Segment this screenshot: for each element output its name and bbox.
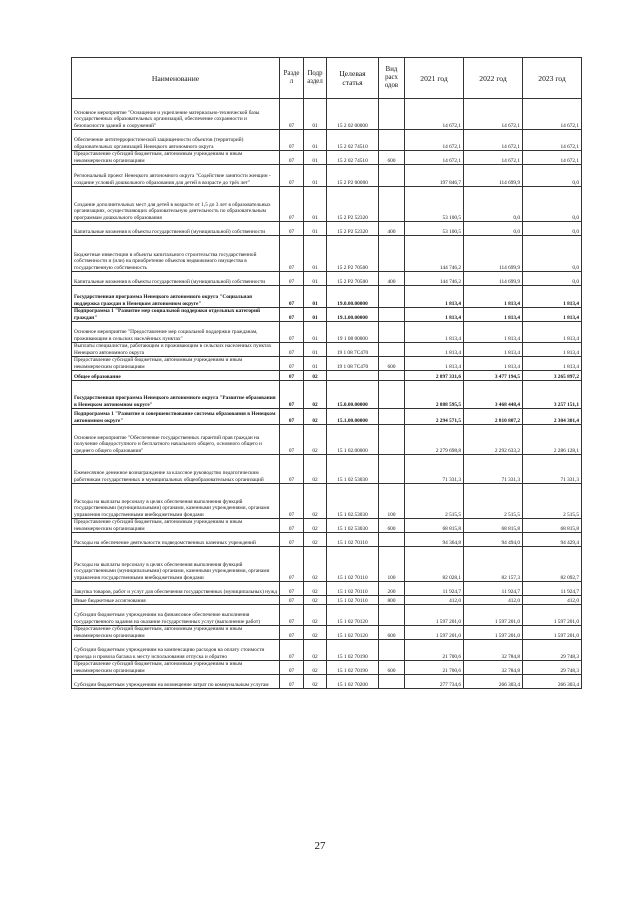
cell-podrazdel: 01 <box>304 236 327 272</box>
cell-2022: 3 477 194,5 <box>464 371 523 381</box>
cell-target: 15 1 02 70120 <box>327 605 379 626</box>
cell-2022: 0,0 <box>464 187 523 222</box>
cell-target: 15.0.00.00000 <box>327 381 379 409</box>
cell-2023: 2 286 128,1 <box>523 425 582 455</box>
cell-2023: 0,0 <box>523 236 582 272</box>
cell-target: 15 2 02 74510 <box>327 130 379 151</box>
table-row <box>72 547 582 582</box>
cell-razdel: 07 <box>280 381 304 409</box>
cell-2021: 21 700,6 <box>405 640 464 661</box>
col-header-2021: 2021 год <box>405 58 464 99</box>
cell-name: Предоставление субсидий бюджетным, автономным учреждениям и иным некоммерческим организациям <box>72 661 280 675</box>
cell-vid <box>379 381 405 409</box>
cell-razdel: 07 <box>280 322 304 343</box>
cell-podrazdel: 01 <box>304 308 327 322</box>
cell-name: Подпрограмма 1 "Развитие мер социальной поддержки отдельных категорий граждан" <box>72 308 280 322</box>
table-body <box>72 99 582 689</box>
cell-2023: 3 257 151,1 <box>523 381 582 409</box>
cell-vid: 100 <box>379 547 405 582</box>
cell-podrazdel: 01 <box>304 222 327 236</box>
cell-target: 15 2 P2 52320 <box>327 222 379 236</box>
cell-2022: 82 157,3 <box>464 547 523 582</box>
cell-2022: 94 494,0 <box>464 533 523 547</box>
table-row <box>72 675 582 689</box>
cell-2022: 14 672,1 <box>464 130 523 151</box>
cell-vid <box>379 187 405 222</box>
cell-razdel: 07 <box>280 409 304 425</box>
cell-2021: 53 100,5 <box>405 222 464 236</box>
cell-2021: 1 813,4 <box>405 322 464 343</box>
table-row <box>72 272 582 286</box>
cell-name: Предоставление субсидий бюджетным, автономным учреждениям и иным некоммерческим организациям <box>72 151 280 165</box>
cell-vid: 600 <box>379 661 405 675</box>
cell-2023: 14 672,1 <box>523 99 582 130</box>
cell-razdel: 07 <box>280 640 304 661</box>
table-row <box>72 222 582 236</box>
cell-2022: 1 813,4 <box>464 357 523 371</box>
cell-2023: 1 813,4 <box>523 357 582 371</box>
cell-podrazdel: 01 <box>304 272 327 286</box>
cell-razdel: 07 <box>280 357 304 371</box>
cell-vid: 600 <box>379 519 405 533</box>
cell-podrazdel: 02 <box>304 596 327 605</box>
table-row <box>72 286 582 308</box>
cell-2022: 1 813,4 <box>464 308 523 322</box>
table-row <box>72 357 582 371</box>
cell-razdel: 07 <box>280 425 304 455</box>
cell-2022: 114 699,9 <box>464 165 523 187</box>
cell-podrazdel: 02 <box>304 519 327 533</box>
cell-podrazdel: 01 <box>304 99 327 130</box>
cell-2021: 14 672,1 <box>405 99 464 130</box>
cell-2023: 1 813,4 <box>523 322 582 343</box>
cell-podrazdel: 02 <box>304 605 327 626</box>
cell-podrazdel: 02 <box>304 547 327 582</box>
cell-2021: 1 813,4 <box>405 357 464 371</box>
cell-2023: 14 672,1 <box>523 130 582 151</box>
cell-name: Расходы на выплаты персоналу в целях обеспечения выполнения функций государственными (муниципальными) органами, казенными учреждениями, органами управления государственными внебюджетными фондами <box>72 547 280 582</box>
cell-2021: 144 746,2 <box>405 272 464 286</box>
cell-2021: 14 672,1 <box>405 151 464 165</box>
table-row <box>72 626 582 640</box>
table-row <box>72 596 582 605</box>
cell-podrazdel: 02 <box>304 484 327 519</box>
cell-2021: 197 846,7 <box>405 165 464 187</box>
cell-podrazdel: 01 <box>304 343 327 357</box>
cell-vid <box>379 130 405 151</box>
cell-2023: 1 597 201,0 <box>523 626 582 640</box>
cell-2021: 1 597 201,0 <box>405 605 464 626</box>
cell-2023: 71 331,3 <box>523 455 582 484</box>
cell-target: 15 1 02.53030 <box>327 484 379 519</box>
cell-target: 15 1 02 53030 <box>327 455 379 484</box>
cell-2023: 0,0 <box>523 222 582 236</box>
table-row <box>72 582 582 596</box>
cell-podrazdel: 01 <box>304 151 327 165</box>
cell-2022: 114 699,9 <box>464 236 523 272</box>
cell-name: Закупка товаров, работ и услуг для обеспечения государственных (муниципальных) нужд <box>72 582 280 596</box>
cell-target: 19 1 08 7C470 <box>327 357 379 371</box>
cell-2023: 0,0 <box>523 272 582 286</box>
cell-name: Субсидии бюджетным учреждениям на финансовое обеспечение выполнения государственного задания на оказание государственных услуг (выполнение работ) <box>72 605 280 626</box>
cell-razdel: 07 <box>280 187 304 222</box>
cell-name: Общее образование <box>72 371 280 381</box>
cell-target: 15 2 02 00000 <box>327 99 379 130</box>
cell-2021: 2 515,5 <box>405 484 464 519</box>
cell-target: 15 2 02 74510 <box>327 151 379 165</box>
cell-vid: 800 <box>379 596 405 605</box>
cell-name: Предоставление субсидий бюджетным, автономным учреждениям и иным некоммерческим организациям <box>72 626 280 640</box>
cell-2023: 412,0 <box>523 596 582 605</box>
table-row <box>72 99 582 130</box>
table-row <box>72 308 582 322</box>
cell-razdel: 07 <box>280 371 304 381</box>
cell-razdel: 07 <box>280 547 304 582</box>
cell-2022: 1 813,4 <box>464 322 523 343</box>
cell-2021: 94 364,8 <box>405 533 464 547</box>
cell-2022: 11 924,7 <box>464 582 523 596</box>
col-header-name: Наименование <box>72 58 280 99</box>
table-row <box>72 343 582 357</box>
cell-name: Обеспечение антитеррористической защищенности объектов (территорий) образовательных организаций Ненецкого автономного округа <box>72 130 280 151</box>
cell-name: Расходы на обеспечение деятельности подведомственных казенных учреждений <box>72 533 280 547</box>
cell-name: Субсидии бюджетным учреждениям на возмещение затрат по коммунальным услугам <box>72 675 280 689</box>
col-header-target: Целевая статья <box>327 58 379 99</box>
cell-name: Капитальные вложения в объекты государственной (муниципальной) собственности <box>72 272 280 286</box>
cell-razdel: 07 <box>280 165 304 187</box>
table-row <box>72 130 582 151</box>
cell-podrazdel: 02 <box>304 455 327 484</box>
table-row <box>72 409 582 425</box>
cell-razdel: 07 <box>280 236 304 272</box>
cell-razdel: 07 <box>280 533 304 547</box>
cell-podrazdel: 02 <box>304 409 327 425</box>
cell-name: Региональный проект Ненецкого автономного округа "Содействие занятости женщин - создание условий дошкольного образования для детей в возрасте до трёх лет" <box>72 165 280 187</box>
cell-2021: 2 294 571,5 <box>405 409 464 425</box>
cell-razdel: 07 <box>280 582 304 596</box>
cell-2023: 29 748,3 <box>523 661 582 675</box>
cell-2021: 412,0 <box>405 596 464 605</box>
table-header-row <box>72 58 582 99</box>
cell-podrazdel: 01 <box>304 130 327 151</box>
cell-podrazdel: 01 <box>304 165 327 187</box>
cell-2021: 2 897 331,6 <box>405 371 464 381</box>
cell-vid <box>379 286 405 308</box>
cell-vid <box>379 371 405 381</box>
cell-razdel: 07 <box>280 605 304 626</box>
cell-vid: 600 <box>379 151 405 165</box>
cell-2022: 14 672,1 <box>464 151 523 165</box>
table-row <box>72 533 582 547</box>
table-row <box>72 165 582 187</box>
cell-2022: 3 468 448,4 <box>464 381 523 409</box>
cell-razdel: 07 <box>280 308 304 322</box>
table-row <box>72 640 582 661</box>
cell-razdel: 07 <box>280 455 304 484</box>
cell-2022: 1 597 201,0 <box>464 605 523 626</box>
cell-razdel: 07 <box>280 286 304 308</box>
cell-vid: 400 <box>379 272 405 286</box>
cell-razdel: 07 <box>280 130 304 151</box>
cell-2023: 1 597 201,0 <box>523 605 582 626</box>
cell-podrazdel: 02 <box>304 533 327 547</box>
col-header-2022: 2022 год <box>464 58 523 99</box>
cell-vid <box>379 236 405 272</box>
cell-2023: 68 815,8 <box>523 519 582 533</box>
cell-target: 15 1 02 70190 <box>327 661 379 675</box>
cell-2021: 1 813,4 <box>405 343 464 357</box>
cell-2022: 71 331,3 <box>464 455 523 484</box>
cell-target: 15 1 02 70200 <box>327 675 379 689</box>
cell-2022: 2 810 807,2 <box>464 409 523 425</box>
cell-2023: 2 515,5 <box>523 484 582 519</box>
cell-razdel: 07 <box>280 343 304 357</box>
col-header-podrazdel: Подр аздел <box>304 58 327 99</box>
cell-name: Государственная программа Ненецкого автономного округа "Развитие образования в Ненецком автономном округе" <box>72 381 280 409</box>
cell-podrazdel: 02 <box>304 371 327 381</box>
cell-vid: 400 <box>379 222 405 236</box>
cell-name: Предоставление субсидий бюджетным, автономным учреждениям и иным некоммерческим организациям <box>72 519 280 533</box>
cell-razdel: 07 <box>280 484 304 519</box>
cell-2022: 2 515,5 <box>464 484 523 519</box>
cell-vid <box>379 99 405 130</box>
cell-2022: 1 813,4 <box>464 286 523 308</box>
cell-podrazdel: 02 <box>304 425 327 455</box>
cell-vid <box>379 322 405 343</box>
cell-vid <box>379 455 405 484</box>
col-header-razdel: Разде л <box>280 58 304 99</box>
cell-vid: 200 <box>379 582 405 596</box>
cell-vid <box>379 343 405 357</box>
cell-2021: 71 331,3 <box>405 455 464 484</box>
cell-2022: 1 597 201,0 <box>464 626 523 640</box>
cell-2021: 82 028,1 <box>405 547 464 582</box>
table-row <box>72 455 582 484</box>
cell-2022: 2 292 633,2 <box>464 425 523 455</box>
cell-razdel: 07 <box>280 626 304 640</box>
cell-2023: 0,0 <box>523 165 582 187</box>
table-row <box>72 519 582 533</box>
cell-2021: 2 279 698,8 <box>405 425 464 455</box>
cell-2023: 1 813,4 <box>523 308 582 322</box>
cell-podrazdel: 01 <box>304 187 327 222</box>
cell-name: Государственная программа Ненецкого автономного округа "Социальная поддержка граждан в Ненецком автономном округе" <box>72 286 280 308</box>
cell-name: Выплаты специалистам, работающим и проживающим в сельских населенных пунктах Ненецкого автономного округа <box>72 343 280 357</box>
cell-target <box>327 371 379 381</box>
cell-target: 15 1 02 70110 <box>327 547 379 582</box>
cell-2022: 1 813,4 <box>464 343 523 357</box>
cell-razdel: 07 <box>280 661 304 675</box>
cell-podrazdel: 01 <box>304 322 327 343</box>
page-number: 27 <box>314 840 326 852</box>
cell-2023: 266 303,4 <box>523 675 582 689</box>
cell-target: 15 1 02 70190 <box>327 640 379 661</box>
cell-2023: 94 429,4 <box>523 533 582 547</box>
cell-podrazdel: 02 <box>304 661 327 675</box>
cell-vid: 600 <box>379 626 405 640</box>
cell-target: 15 1 02 70110 <box>327 596 379 605</box>
cell-2022: 0,0 <box>464 222 523 236</box>
cell-2022: 32 784,8 <box>464 640 523 661</box>
cell-2023: 3 265 897,2 <box>523 371 582 381</box>
cell-2023: 2 304 301,4 <box>523 409 582 425</box>
table-row <box>72 322 582 343</box>
cell-target: 15 1 02 70110 <box>327 582 379 596</box>
cell-razdel: 07 <box>280 596 304 605</box>
cell-name: Ежемесячное денежное вознаграждение за классное руководство педагогическим работникам государственных и муниципальных общеобразовательных организаций <box>72 455 280 484</box>
cell-2021: 53 100,5 <box>405 187 464 222</box>
cell-2023: 29 748,3 <box>523 640 582 661</box>
cell-razdel: 07 <box>280 151 304 165</box>
cell-target: 19 1 08 00000 <box>327 322 379 343</box>
cell-podrazdel: 02 <box>304 626 327 640</box>
cell-name: Основное мероприятие "Обеспечение государственных гарантий прав граждан на получение общедоступного и бесплатного начального общего, основного общего и среднего общего образования" <box>72 425 280 455</box>
cell-name: Основное мероприятие "Предоставление мер социальной поддержки гражданам, проживающим в сельских населённых пунктах" <box>72 322 280 343</box>
cell-name: Подпрограмма 1 "Развитие и совершенствование системы образования в Ненецком автономном округе" <box>72 409 280 425</box>
col-header-vid: Вид расх одов <box>379 58 405 99</box>
cell-podrazdel: 01 <box>304 286 327 308</box>
cell-target: 15 2 P2 70500 <box>327 236 379 272</box>
budget-table-sheet <box>71 57 581 689</box>
cell-razdel: 07 <box>280 272 304 286</box>
cell-vid <box>379 308 405 322</box>
cell-name: Предоставление субсидий бюджетным, автономным учреждениям и иным некоммерческим организациям <box>72 357 280 371</box>
cell-razdel: 07 <box>280 222 304 236</box>
cell-podrazdel: 02 <box>304 640 327 661</box>
cell-target: 15 1 02.00000 <box>327 425 379 455</box>
cell-vid <box>379 409 405 425</box>
cell-target: 19 1 08 7C470 <box>327 343 379 357</box>
cell-2023: 14 672,1 <box>523 151 582 165</box>
cell-name: Основное мероприятие "Оснащение и укрепление материально-технической базы государственных образовательных организаций, обеспечение сохранности и безопасности зданий и сооружений" <box>72 99 280 130</box>
cell-2021: 1 597 201,0 <box>405 626 464 640</box>
cell-name: Бюджетные инвестиции в объекты капитального строительства государственной собственности и (или) на приобретение объектов недвижимого имущества в государственную собственность <box>72 236 280 272</box>
cell-2022: 412,0 <box>464 596 523 605</box>
cell-vid <box>379 640 405 661</box>
cell-name: Создание дополнительных мест для детей в возрасте от 1,5 до 3 лет в образовательных организациях, осуществляющих образовательную деятельность по образовательным программам дошкольного образования <box>72 187 280 222</box>
cell-podrazdel: 02 <box>304 582 327 596</box>
cell-target: 15 1 02 70110 <box>327 533 379 547</box>
cell-vid: 600 <box>379 357 405 371</box>
cell-razdel: 07 <box>280 675 304 689</box>
cell-2023: 1 813,4 <box>523 343 582 357</box>
cell-name: Иные бюджетные ассигнования <box>72 596 280 605</box>
table-row <box>72 236 582 272</box>
cell-vid <box>379 165 405 187</box>
cell-target: 15 1 02 70120 <box>327 626 379 640</box>
cell-target: 19.1.00.00000 <box>327 308 379 322</box>
table-row <box>72 484 582 519</box>
cell-2022: 266 303,4 <box>464 675 523 689</box>
cell-vid <box>379 605 405 626</box>
cell-2022: 14 672,1 <box>464 99 523 130</box>
cell-2021: 68 815,8 <box>405 519 464 533</box>
cell-2021: 277 734,6 <box>405 675 464 689</box>
cell-vid: 100 <box>379 484 405 519</box>
table-row <box>72 151 582 165</box>
cell-podrazdel: 02 <box>304 381 327 409</box>
cell-vid <box>379 675 405 689</box>
cell-2023: 82 092,7 <box>523 547 582 582</box>
cell-target: 15.1.00.00000 <box>327 409 379 425</box>
cell-2021: 1 813,4 <box>405 308 464 322</box>
budget-table <box>71 57 582 689</box>
cell-2021: 144 746,2 <box>405 236 464 272</box>
table-row <box>72 661 582 675</box>
cell-target: 15 2 P2 00000 <box>327 165 379 187</box>
cell-vid <box>379 533 405 547</box>
table-row <box>72 381 582 409</box>
cell-razdel: 07 <box>280 99 304 130</box>
cell-podrazdel: 01 <box>304 357 327 371</box>
cell-name: Капитальные вложения в объекты государственной (муниципальной) собственности <box>72 222 280 236</box>
cell-2023: 0,0 <box>523 187 582 222</box>
table-row <box>72 187 582 222</box>
cell-razdel: 07 <box>280 519 304 533</box>
cell-target: 19.0.00.00000 <box>327 286 379 308</box>
table-row <box>72 371 582 381</box>
cell-2023: 1 813,4 <box>523 286 582 308</box>
cell-vid <box>379 425 405 455</box>
cell-target: 15 1 02 53030 <box>327 519 379 533</box>
table-row <box>72 605 582 626</box>
cell-podrazdel: 02 <box>304 675 327 689</box>
cell-2021: 21 700,6 <box>405 661 464 675</box>
cell-target: 15 2 P2 70500 <box>327 272 379 286</box>
cell-2023: 11 924,7 <box>523 582 582 596</box>
cell-name: Субсидии бюджетным учреждениям на компенсацию расходов на оплату стоимости проезда и провоза багажа к месту использования отпуска и обратно <box>72 640 280 661</box>
cell-2022: 68 815,8 <box>464 519 523 533</box>
cell-2022: 32 784,8 <box>464 661 523 675</box>
cell-2021: 2 888 595,5 <box>405 381 464 409</box>
cell-target: 15 2 P2 52320 <box>327 187 379 222</box>
cell-2021: 11 924,7 <box>405 582 464 596</box>
cell-2021: 1 813,4 <box>405 286 464 308</box>
cell-name: Расходы на выплаты персоналу в целях обеспечения выполнения функций государственными (муниципальными) органами, казенными учреждениями, органами управления государственными внебюджетными фондами <box>72 484 280 519</box>
cell-2021: 14 672,1 <box>405 130 464 151</box>
cell-2022: 114 699,9 <box>464 272 523 286</box>
table-row <box>72 425 582 455</box>
col-header-2023: 2023 год <box>523 58 582 99</box>
